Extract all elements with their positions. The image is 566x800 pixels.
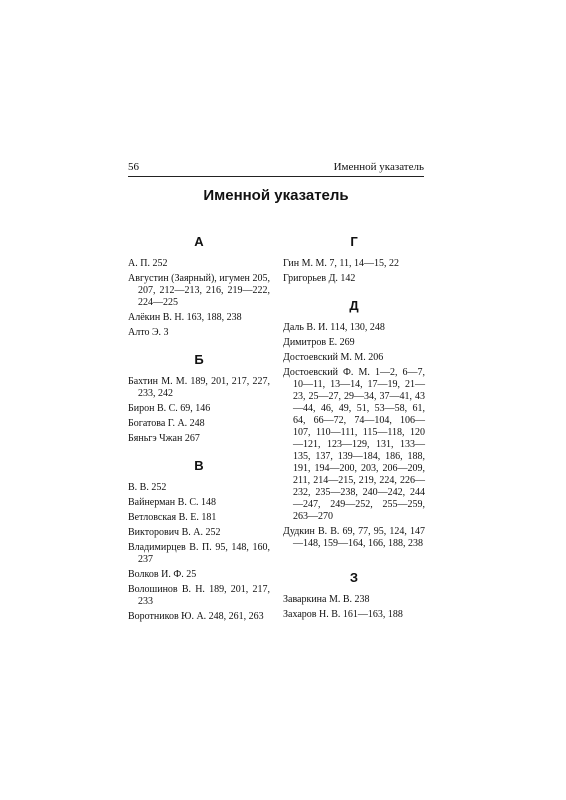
page-title: Именной указатель <box>203 187 349 204</box>
index-entry: Викторович В. А. 252 <box>128 527 221 538</box>
index-column-left <box>128 234 270 626</box>
index-entry: Бяньгэ Чжан 267 <box>128 433 200 444</box>
index-section-g <box>283 234 425 285</box>
index-entry: Волошинов В. Н. 189, 201, 217, 233 <box>128 584 270 607</box>
index-entry: Димитров Е. 269 <box>283 337 355 348</box>
running-head <box>128 160 424 174</box>
index-entry: Волков И. Ф. 25 <box>128 569 197 580</box>
index-section-b <box>128 352 270 445</box>
index-column-right <box>283 234 425 624</box>
index-entry: Захаров Н. В. 161—163, 188 <box>283 609 403 620</box>
section-letter: Г <box>350 234 358 249</box>
index-entry: Вайнерман В. С. 148 <box>128 497 216 508</box>
index-entry: Гин М. М. 7, 11, 14—15, 22 <box>283 258 400 269</box>
index-entry: В. В. 252 <box>128 482 167 493</box>
section-letter: В <box>194 458 204 473</box>
index-entry: Алёкин В. Н. 163, 188, 238 <box>128 312 242 323</box>
index-entry: Августин (Заярный), игумен 205, 207, 212—213, 216, 219—222, 224—225 <box>128 273 270 308</box>
section-letter: Б <box>194 352 204 367</box>
index-entry: Ветловская В. Е. 181 <box>128 512 217 523</box>
index-entry: Достоевский М. М. 206 <box>283 352 384 363</box>
index-entry: Алто Э. 3 <box>128 327 169 338</box>
index-section-d <box>283 298 425 550</box>
index-section-v <box>128 458 270 623</box>
page-number: 56 <box>128 161 139 173</box>
section-letter: З <box>349 570 359 585</box>
index-entry: Богатова Г. А. 248 <box>128 418 205 429</box>
index-section-z <box>283 570 425 621</box>
section-letter: Д <box>349 298 359 313</box>
index-entry: Бахтин М. М. 189, 201, 217, 227, 233, 242 <box>128 376 270 399</box>
header-rule <box>128 176 424 177</box>
index-entry: Дудкин В. В. 69, 77, 95, 124, 147—148, 159—164, 166, 188, 238 <box>283 526 425 549</box>
section-letter: А <box>194 234 204 249</box>
index-entry: Заваркина М. В. 238 <box>283 594 370 605</box>
index-entry: Воротников Ю. А. 248, 261, 263 <box>128 611 264 622</box>
index-entry: Даль В. И. 114, 130, 248 <box>283 322 385 333</box>
index-entry: Григорьев Д. 142 <box>283 273 356 284</box>
running-title: Именной указатель <box>333 161 424 173</box>
index-entry: Достоевский Ф. М. 1—2, 6—7, 10—11, 13—14, 17—19, 21—23, 25—27, 29—34, 37—41, 43—44, 46, 49, 51, 53—58, 61, 64, 66—72, 74—104, 106—107, 110—111, 115—118, 120—121, 123—129, 131, 133—135, 137, 139—184, 186, 188, 191, 194—200, 203, 206—209, 211, 214—215, 219, 224, 226—232, 235—238, 240—242, 244—247, 249—252, 255—259, 263—270 <box>283 367 425 522</box>
index-entry: Владимирцев В. П. 95, 148, 160, 237 <box>128 542 270 565</box>
index-entry: А. П. 252 <box>128 258 168 269</box>
index-entry: Бирон В. С. 69, 146 <box>128 403 211 414</box>
index-section-a <box>128 234 270 339</box>
